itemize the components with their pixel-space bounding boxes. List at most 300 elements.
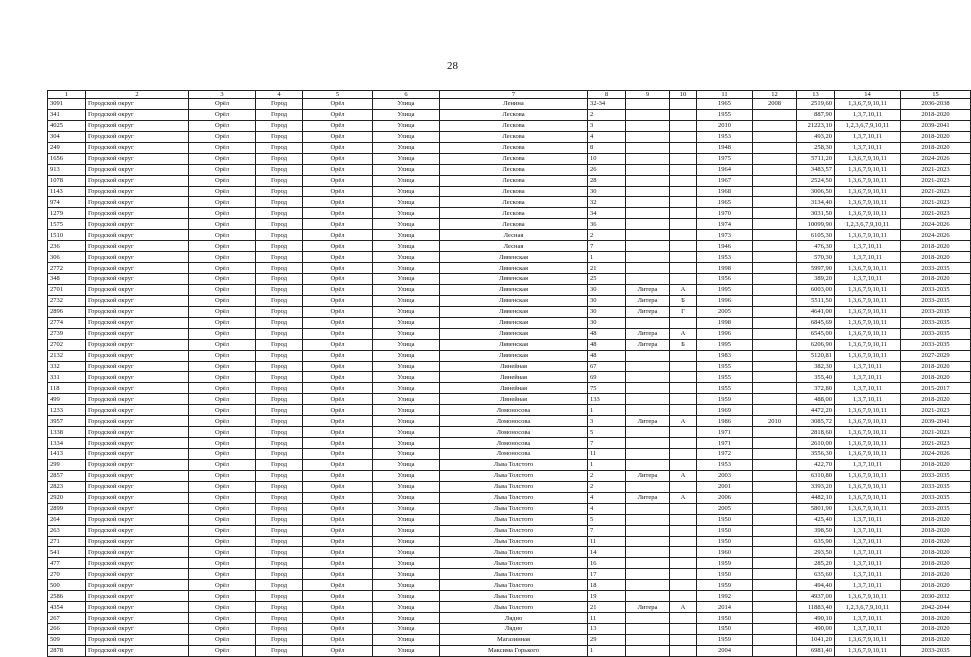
table-cell: 1998 [697, 263, 753, 274]
table-cell [670, 109, 697, 120]
table-cell: 249 [48, 142, 86, 153]
table-cell: 11 [588, 613, 626, 624]
table-cell: Улица [373, 219, 440, 230]
table-cell: Литера [626, 492, 670, 503]
table-row [48, 613, 971, 624]
table-cell: 1041,20 [797, 634, 835, 645]
table-cell: 2033-2035 [901, 284, 971, 295]
table-cell: Город [256, 263, 303, 274]
table-cell: 382,30 [797, 361, 835, 372]
table-cell: Орёл [189, 558, 256, 569]
table-cell: Городской округ [86, 459, 189, 470]
table-cell [670, 481, 697, 492]
column-header: 13 [797, 91, 835, 99]
table-cell [753, 438, 797, 449]
table-cell: Городской округ [86, 208, 189, 219]
table-cell [670, 438, 697, 449]
table-row [48, 580, 971, 591]
table-cell [670, 197, 697, 208]
table-cell: 1279 [48, 208, 86, 219]
table-cell [626, 481, 670, 492]
table-cell: Город [256, 580, 303, 591]
table-cell: 6310,80 [797, 470, 835, 481]
table-cell: 2018-2020 [901, 525, 971, 536]
table-row [48, 99, 971, 110]
table-cell: Орёл [189, 274, 256, 285]
table-cell: Городской округ [86, 449, 189, 460]
table-cell: 1998 [697, 317, 753, 328]
table-cell: Литера [626, 284, 670, 295]
table-cell: Орёл [189, 449, 256, 460]
table-cell: Город [256, 175, 303, 186]
column-header: 14 [835, 91, 901, 99]
table-cell: Город [256, 591, 303, 602]
table-cell: 1,3,7,10,11 [835, 372, 901, 383]
table-cell: 1959 [697, 558, 753, 569]
table-cell: Город [256, 438, 303, 449]
table-cell: Городской округ [86, 252, 189, 263]
table-cell: Орёл [303, 536, 373, 547]
table-cell: 1,3,7,10,11 [835, 613, 901, 624]
table-cell: 1964 [697, 164, 753, 175]
table-cell: Город [256, 536, 303, 547]
table-cell: Улица [373, 558, 440, 569]
table-cell: Орёл [189, 459, 256, 470]
table-cell: 2021-2023 [901, 175, 971, 186]
table-cell: Город [256, 295, 303, 306]
table-cell: Город [256, 394, 303, 405]
table-row [48, 109, 971, 120]
table-cell: 2033-2035 [901, 492, 971, 503]
table-cell: 2033-2035 [901, 295, 971, 306]
table-cell: Ливенская [440, 274, 588, 285]
table-cell: Город [256, 372, 303, 383]
table-cell: Ливенская [440, 350, 588, 361]
table-cell: 2033-2035 [901, 645, 971, 656]
table-cell: 4 [588, 131, 626, 142]
table-cell: Город [256, 405, 303, 416]
table-cell: Городской округ [86, 438, 189, 449]
table-cell: 1950 [697, 514, 753, 525]
table-cell: Ливенская [440, 328, 588, 339]
table-cell [753, 361, 797, 372]
table-row [48, 416, 971, 427]
table-cell: Город [256, 459, 303, 470]
table-cell: 1,3,7,10,11 [835, 459, 901, 470]
table-cell: 1956 [697, 274, 753, 285]
table-cell: 1,2,3,6,7,9,10,11 [835, 219, 901, 230]
table-cell: 1,3,7,10,11 [835, 361, 901, 372]
table-cell: 1959 [697, 580, 753, 591]
table-cell: Улица [373, 317, 440, 328]
table-cell: Улица [373, 613, 440, 624]
table-cell: 133 [588, 394, 626, 405]
table-cell: 5 [588, 427, 626, 438]
table-cell: 16 [588, 558, 626, 569]
table-cell: Орёл [303, 164, 373, 175]
table-cell: 635,60 [797, 569, 835, 580]
table-cell: Линейная [440, 361, 588, 372]
table-cell: 5997,90 [797, 263, 835, 274]
table-cell: 2702 [48, 339, 86, 350]
table-cell: Город [256, 416, 303, 427]
table-cell: 6545,00 [797, 328, 835, 339]
table-cell: 1,3,6,7,9,10,11 [835, 634, 901, 645]
table-cell: 2010 [697, 120, 753, 131]
table-cell: Ломоносова [440, 427, 588, 438]
table-row [48, 361, 971, 372]
table-cell: Орёл [303, 503, 373, 514]
table-cell: Орёл [189, 481, 256, 492]
table-cell [670, 372, 697, 383]
table-cell: Литера [626, 416, 670, 427]
table-cell [626, 241, 670, 252]
table-body [48, 99, 971, 657]
table-cell: 2033-2035 [901, 263, 971, 274]
table-cell: 3085,72 [797, 416, 835, 427]
table-cell: 2899 [48, 503, 86, 514]
table-row [48, 525, 971, 536]
table-cell [753, 580, 797, 591]
table-cell [626, 175, 670, 186]
table-cell [753, 547, 797, 558]
table-cell: Городской округ [86, 219, 189, 230]
table-cell: 266 [48, 624, 86, 635]
table-cell: Город [256, 131, 303, 142]
table-cell: 348 [48, 274, 86, 285]
table-cell [670, 405, 697, 416]
table-cell: Орёл [303, 208, 373, 219]
table-cell [626, 558, 670, 569]
table-cell: Город [256, 602, 303, 613]
table-cell [753, 394, 797, 405]
table-row [48, 602, 971, 613]
table-cell: Лескова [440, 175, 588, 186]
table-cell: 2018-2020 [901, 558, 971, 569]
table-cell: Лядно [440, 624, 588, 635]
table-cell: 2018-2020 [901, 459, 971, 470]
table-cell [753, 295, 797, 306]
table-cell: 2018-2020 [901, 580, 971, 591]
table-cell [753, 142, 797, 153]
table-cell: 3957 [48, 416, 86, 427]
table-cell: 1,3,7,10,11 [835, 109, 901, 120]
table-row [48, 383, 971, 394]
table-cell: 2006 [697, 492, 753, 503]
table-cell: 1,3,6,7,9,10,11 [835, 470, 901, 481]
table-cell: 1950 [697, 569, 753, 580]
table-cell [626, 547, 670, 558]
table-cell [626, 634, 670, 645]
table-cell: 635,90 [797, 536, 835, 547]
table-cell: 2610,00 [797, 438, 835, 449]
table-cell: Город [256, 241, 303, 252]
table-cell: Орёл [303, 153, 373, 164]
table-cell: 2772 [48, 263, 86, 274]
table-cell: Городской округ [86, 142, 189, 153]
table-cell: 2042-2044 [901, 602, 971, 613]
table-cell: Льва Толстого [440, 580, 588, 591]
table-cell: 1,3,6,7,9,10,11 [835, 186, 901, 197]
table-cell: 1955 [697, 383, 753, 394]
table-cell: 19 [588, 591, 626, 602]
table-cell: 285,20 [797, 558, 835, 569]
table-cell: 2033-2035 [901, 328, 971, 339]
table-cell [626, 361, 670, 372]
table-cell: Городской округ [86, 569, 189, 580]
table-cell: А [670, 416, 697, 427]
table-cell: Ливенская [440, 339, 588, 350]
table-cell: 2005 [697, 306, 753, 317]
table-cell: 3134,40 [797, 197, 835, 208]
table-cell [626, 274, 670, 285]
table-cell: 2001 [697, 481, 753, 492]
table-cell: Городской округ [86, 350, 189, 361]
table-cell: 69 [588, 372, 626, 383]
table-cell: Город [256, 274, 303, 285]
table-cell: 4641,00 [797, 306, 835, 317]
table-cell: Орёл [189, 339, 256, 350]
table-cell: 1,3,6,7,9,10,11 [835, 99, 901, 110]
table-cell: 1996 [697, 295, 753, 306]
table-cell: А [670, 284, 697, 295]
table-cell: 2018-2020 [901, 252, 971, 263]
table-cell: Улица [373, 350, 440, 361]
table-cell: Ливенская [440, 252, 588, 263]
table-cell: 2018-2020 [901, 372, 971, 383]
table-cell: Ливенская [440, 263, 588, 274]
table-cell: 2024-2026 [901, 449, 971, 460]
table-cell: 4937,00 [797, 591, 835, 602]
table-cell [753, 328, 797, 339]
table-cell: Городской округ [86, 230, 189, 241]
table-cell: 5801,90 [797, 503, 835, 514]
table-cell: 1,3,6,7,9,10,11 [835, 645, 901, 656]
table-cell: Лескова [440, 197, 588, 208]
table-cell [753, 186, 797, 197]
table-cell [753, 208, 797, 219]
table-cell: Орёл [303, 645, 373, 656]
table-cell: Орёл [303, 361, 373, 372]
table-cell: 263 [48, 525, 86, 536]
table-cell [753, 109, 797, 120]
table-cell: 2033-2035 [901, 339, 971, 350]
table-cell: Городской округ [86, 624, 189, 635]
table-cell [670, 317, 697, 328]
table-cell: Орёл [303, 131, 373, 142]
table-cell: 1,3,6,7,9,10,11 [835, 339, 901, 350]
table-cell [626, 405, 670, 416]
table-cell: Орёл [303, 416, 373, 427]
table-row [48, 230, 971, 241]
column-header: 8 [588, 91, 626, 99]
table-cell: Орёл [189, 394, 256, 405]
table-cell: 4482,10 [797, 492, 835, 503]
table-cell: 499 [48, 394, 86, 405]
table-cell [670, 153, 697, 164]
table-cell: Орёл [303, 591, 373, 602]
table-cell [626, 263, 670, 274]
table-cell: Орёл [303, 306, 373, 317]
column-header: 9 [626, 91, 670, 99]
table-cell: 2739 [48, 328, 86, 339]
table-cell: Городской округ [86, 164, 189, 175]
table-cell: Орёл [189, 230, 256, 241]
table-cell: 1,3,6,7,9,10,11 [835, 263, 901, 274]
table-cell: Улица [373, 306, 440, 317]
table-cell: Орёл [303, 427, 373, 438]
table-cell: Орёл [189, 328, 256, 339]
table-cell [753, 274, 797, 285]
table-cell: Улица [373, 99, 440, 110]
table-row [48, 591, 971, 602]
table-cell: 2021-2023 [901, 186, 971, 197]
table-cell [670, 645, 697, 656]
table-cell: Орёл [189, 153, 256, 164]
table-cell: Улица [373, 514, 440, 525]
table-cell: Город [256, 449, 303, 460]
table-row [48, 372, 971, 383]
table-cell [670, 175, 697, 186]
table-cell: Городской округ [86, 634, 189, 645]
table-cell [626, 230, 670, 241]
table-cell: 2024-2026 [901, 219, 971, 230]
table-row [48, 470, 971, 481]
table-cell: 2015-2017 [901, 383, 971, 394]
table-cell: Улица [373, 241, 440, 252]
table-cell: Городской округ [86, 580, 189, 591]
table-cell: Улица [373, 120, 440, 131]
table-cell: Орёл [189, 645, 256, 656]
table-cell [753, 131, 797, 142]
table-cell [626, 350, 670, 361]
table-cell [670, 591, 697, 602]
table-cell: Орёл [303, 470, 373, 481]
table-cell: Ломоносова [440, 449, 588, 460]
table-cell: Лескова [440, 120, 588, 131]
table-cell: Орёл [189, 569, 256, 580]
table-cell: Город [256, 164, 303, 175]
table-cell: 1,3,7,10,11 [835, 274, 901, 285]
table-cell: 48 [588, 339, 626, 350]
table-cell: Лескова [440, 153, 588, 164]
table-cell: 1,3,7,10,11 [835, 142, 901, 153]
table-cell: 2701 [48, 284, 86, 295]
table-cell: Ливенская [440, 284, 588, 295]
table-cell [753, 514, 797, 525]
table-cell [670, 263, 697, 274]
table-cell [670, 186, 697, 197]
table-row [48, 569, 971, 580]
table-cell: Городской округ [86, 613, 189, 624]
table-cell: 258,30 [797, 142, 835, 153]
table-cell: 488,00 [797, 394, 835, 405]
table-cell: 7 [588, 438, 626, 449]
table-cell: Лескова [440, 164, 588, 175]
table-cell: 2524,50 [797, 175, 835, 186]
table-cell: Орёл [189, 383, 256, 394]
table-cell [670, 569, 697, 580]
table-row [48, 459, 971, 470]
table-cell: 2018-2020 [901, 613, 971, 624]
table-cell [753, 306, 797, 317]
column-header: 2 [86, 91, 189, 99]
table-cell: Город [256, 284, 303, 295]
table-cell [670, 449, 697, 460]
table-cell [753, 284, 797, 295]
table-cell: Орёл [303, 383, 373, 394]
table-cell [753, 350, 797, 361]
table-cell: 1,3,7,10,11 [835, 241, 901, 252]
table-cell: 21 [588, 263, 626, 274]
table-cell: Городской округ [86, 131, 189, 142]
table-cell [753, 263, 797, 274]
table-cell: 1,3,6,7,9,10,11 [835, 481, 901, 492]
table-cell: Орёл [189, 263, 256, 274]
table-cell: 1,3,7,10,11 [835, 536, 901, 547]
table-cell: 1948 [697, 142, 753, 153]
table-cell: Город [256, 547, 303, 558]
table-row [48, 175, 971, 186]
table-cell [670, 536, 697, 547]
table-cell: 2021-2023 [901, 164, 971, 175]
table-cell: 30 [588, 284, 626, 295]
table-cell: 18 [588, 580, 626, 591]
table-cell: Орёл [189, 613, 256, 624]
table-cell: Льва Толстого [440, 602, 588, 613]
housing-registry-table [47, 90, 971, 657]
table-cell [753, 558, 797, 569]
table-cell [670, 350, 697, 361]
table-cell: Орёл [189, 350, 256, 361]
table-cell: Городской округ [86, 120, 189, 131]
table-cell: Максима Горького [440, 645, 588, 656]
table-cell: 48 [588, 350, 626, 361]
table-cell: Льва Толстого [440, 459, 588, 470]
table-cell: Город [256, 99, 303, 110]
table-cell: 2004 [697, 645, 753, 656]
table-cell [626, 153, 670, 164]
table-cell: 2021-2023 [901, 197, 971, 208]
table-cell: Лескова [440, 219, 588, 230]
table-cell: 1969 [697, 405, 753, 416]
table-cell: 1965 [697, 99, 753, 110]
table-cell: Орёл [303, 481, 373, 492]
table-cell: 2008 [753, 99, 797, 110]
table-cell: Городской округ [86, 339, 189, 350]
table-cell: 30 [588, 186, 626, 197]
table-cell: 21223,10 [797, 120, 835, 131]
table-cell: Орёл [303, 449, 373, 460]
table-cell: 3 [588, 416, 626, 427]
table-cell: 913 [48, 164, 86, 175]
table-cell: 2021-2023 [901, 427, 971, 438]
table-cell: Городской округ [86, 470, 189, 481]
table-cell: Лесная [440, 241, 588, 252]
table-cell: 2030-2032 [901, 591, 971, 602]
table-row [48, 284, 971, 295]
table-cell: Орёл [189, 591, 256, 602]
table-cell: 493,20 [797, 131, 835, 142]
table-cell: 1,3,7,10,11 [835, 394, 901, 405]
table-cell [670, 525, 697, 536]
table-cell [753, 427, 797, 438]
table-cell: Городской округ [86, 306, 189, 317]
table-cell: 1656 [48, 153, 86, 164]
table-cell: Орёл [303, 459, 373, 470]
table-cell: 13 [588, 624, 626, 635]
table-cell: Город [256, 317, 303, 328]
